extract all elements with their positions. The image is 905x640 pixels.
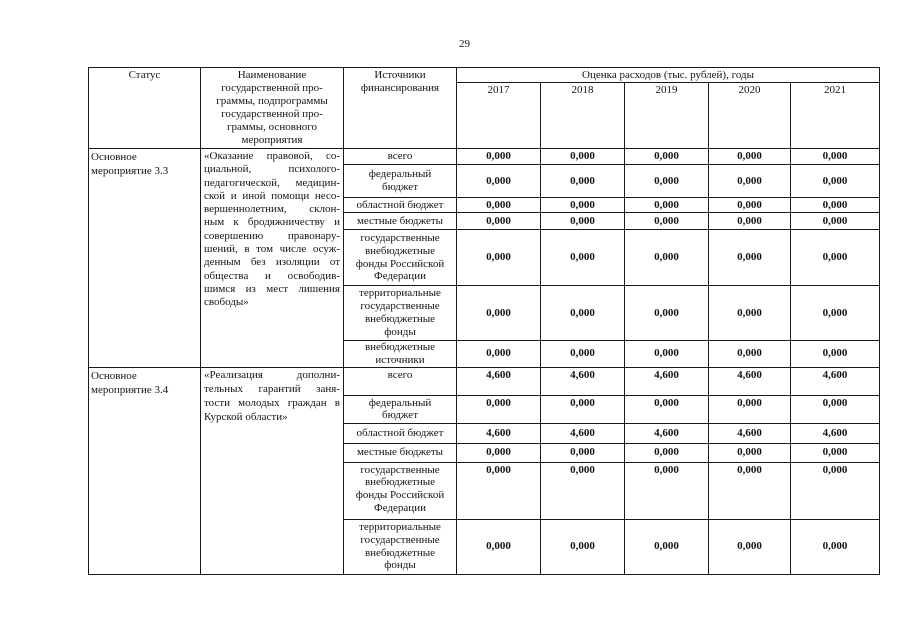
source-line: Федерации (374, 270, 426, 283)
value-cell: 0,000 (457, 149, 541, 165)
value-cell: 4,600 (791, 423, 880, 443)
value-cell: 0,000 (457, 286, 541, 341)
source-line: внебюджетные (364, 244, 436, 257)
value-cell: 4,600 (457, 367, 541, 395)
value-cell: 0,000 (709, 213, 791, 230)
year-header: 2017 (457, 83, 541, 149)
source-line: фонды Российской (355, 257, 445, 270)
name-line: Курской области» (204, 410, 288, 423)
value-cell: 0,000 (457, 230, 541, 286)
value-cell: 0,000 (625, 286, 709, 341)
value-cell: 0,000 (709, 198, 791, 213)
estimate-header: Оценка расходов (тыс. рублей), годы (457, 68, 880, 83)
value-cell: 0,000 (709, 395, 791, 423)
value-cell: 0,000 (791, 286, 880, 341)
name-cell (201, 149, 344, 368)
source-line: всего (387, 368, 413, 381)
value-cell: 0,000 (625, 462, 709, 519)
source-line: территориальные (359, 287, 441, 300)
source-line: фонды (384, 325, 416, 338)
source-line: фонды (384, 559, 416, 572)
name-line: тельных гарантий заня- (204, 382, 340, 395)
source-line: государственные (360, 533, 440, 546)
value-cell: 0,000 (625, 230, 709, 286)
value-cell: 0,000 (541, 213, 625, 230)
source-cell (344, 462, 457, 519)
year-header: 2019 (625, 83, 709, 149)
value-cell: 0,000 (709, 286, 791, 341)
value-cell: 0,000 (709, 149, 791, 165)
value-cell: 0,000 (457, 462, 541, 519)
name-line: денным без изоляции от (204, 256, 340, 269)
value-cell: 0,000 (791, 198, 880, 213)
value-cell: 4,600 (791, 367, 880, 395)
year-header: 2021 (791, 83, 880, 149)
value-cell: 0,000 (791, 149, 880, 165)
value-cell: 4,600 (457, 423, 541, 443)
source-line: государственные (360, 463, 440, 476)
sources-header (344, 68, 457, 149)
value-cell: 0,000 (791, 341, 880, 368)
source-line: всего (387, 150, 413, 163)
value-cell: 0,000 (709, 443, 791, 462)
status-line: Основное (91, 369, 137, 382)
name-header (201, 68, 344, 149)
name-line: свободы» (204, 296, 249, 309)
year-header: 2018 (541, 83, 625, 149)
source-line: федеральный (368, 168, 432, 181)
source-cell (344, 286, 457, 341)
value-cell: 0,000 (541, 149, 625, 165)
value-cell: 0,000 (541, 230, 625, 286)
value-cell: 0,000 (709, 519, 791, 574)
name-line: шений, в том числе осуж- (204, 243, 340, 256)
source-line: внебюджетные (364, 313, 436, 325)
value-cell: 0,000 (625, 213, 709, 230)
value-cell: 0,000 (709, 230, 791, 286)
source-line: территориальные (359, 521, 441, 533)
source-line: государственные (360, 231, 440, 244)
value-cell: 0,000 (625, 341, 709, 368)
source-line: местные бюджеты (356, 446, 444, 459)
value-cell: 0,000 (791, 165, 880, 198)
source-line: областной бюджет (356, 426, 444, 439)
value-cell: 0,000 (791, 213, 880, 230)
page-number: 29 (459, 38, 470, 50)
source-line: внебюджетные (364, 476, 436, 489)
value-cell: 0,000 (791, 462, 880, 519)
source-line: источники (375, 353, 425, 366)
value-cell: 4,600 (541, 423, 625, 443)
name-line: «Оказание правовой, со- (204, 150, 340, 162)
value-cell: 0,000 (457, 341, 541, 368)
source-cell (344, 230, 457, 286)
name-line: общества и освободив- (204, 269, 340, 282)
status-line: Основное (91, 151, 137, 163)
source-cell (344, 395, 457, 423)
table-row (89, 367, 880, 395)
source-cell (344, 149, 457, 165)
name-line: ным к бродяжничеству и (204, 216, 340, 229)
name-line: педагогической, медицин- (204, 176, 340, 189)
value-cell: 0,000 (541, 165, 625, 198)
source-cell (344, 519, 457, 574)
source-cell (344, 423, 457, 443)
name-line: тости молодых граждан в (204, 396, 340, 409)
name-line: ской и иной помощи несо- (204, 189, 340, 202)
header-line: Источники (374, 69, 426, 81)
value-cell: 4,600 (625, 423, 709, 443)
value-cell: 0,000 (709, 462, 791, 519)
source-cell (344, 367, 457, 395)
source-line: местные бюджеты (356, 214, 444, 227)
status-cell (89, 149, 201, 368)
table-row (89, 149, 880, 165)
value-cell: 4,600 (541, 367, 625, 395)
value-cell: 4,600 (709, 423, 791, 443)
source-line: областной бюджет (356, 198, 444, 211)
value-cell: 0,000 (541, 519, 625, 574)
header-line: граммы, основного (226, 121, 318, 133)
value-cell: 0,000 (457, 395, 541, 423)
name-line: совершению правонару- (204, 229, 340, 242)
value-cell: 0,000 (625, 149, 709, 165)
name-line: циальной, психолого- (204, 163, 340, 176)
name-line: шимся из мест лишения (204, 282, 340, 295)
name-line: вершеннолетним, склон- (204, 203, 340, 216)
status-line: мероприятие 3.3 (91, 165, 169, 177)
value-cell: 0,000 (457, 443, 541, 462)
budget-table (88, 67, 880, 575)
header-line: Наименование (237, 69, 307, 81)
source-line: внебюджетные (364, 546, 436, 559)
source-cell (344, 443, 457, 462)
header-line: мероприятия (241, 134, 303, 146)
value-cell: 4,600 (709, 367, 791, 395)
source-line: бюджет (382, 181, 418, 193)
header-row (89, 68, 880, 83)
value-cell: 0,000 (625, 395, 709, 423)
header-line: граммы, подпрограммы (216, 95, 328, 107)
value-cell: 4,600 (625, 367, 709, 395)
source-line: Федерации (374, 501, 426, 514)
value-cell: 0,000 (709, 341, 791, 368)
value-cell: 0,000 (709, 165, 791, 198)
header-line: государственной про- (221, 108, 323, 120)
value-cell: 0,000 (457, 198, 541, 213)
source-line: фонды Российской (355, 489, 445, 502)
value-cell: 0,000 (457, 519, 541, 574)
value-cell: 0,000 (791, 230, 880, 286)
source-line: бюджет (382, 409, 418, 422)
status-header (89, 68, 201, 149)
value-cell: 0,000 (625, 198, 709, 213)
source-line: внебюджетные (364, 341, 436, 353)
header-line: финансирования (360, 82, 440, 94)
source-cell (344, 341, 457, 368)
value-cell: 0,000 (541, 395, 625, 423)
value-cell: 0,000 (541, 286, 625, 341)
value-cell: 0,000 (625, 443, 709, 462)
source-cell (344, 165, 457, 198)
value-cell: 0,000 (791, 395, 880, 423)
value-cell: 0,000 (541, 198, 625, 213)
value-cell: 0,000 (791, 519, 880, 574)
source-line: государственные (360, 300, 440, 313)
value-cell: 0,000 (625, 165, 709, 198)
value-cell: 0,000 (541, 462, 625, 519)
status-line: мероприятие 3.4 (91, 383, 169, 396)
value-cell: 0,000 (541, 443, 625, 462)
source-line: федеральный (368, 396, 432, 409)
value-cell: 0,000 (457, 213, 541, 230)
status-cell (89, 367, 201, 574)
header-line: государственной про- (221, 82, 323, 94)
value-cell: 0,000 (625, 519, 709, 574)
year-header: 2020 (709, 83, 791, 149)
source-cell (344, 213, 457, 230)
source-cell (344, 198, 457, 213)
value-cell: 0,000 (791, 443, 880, 462)
value-cell: 0,000 (457, 165, 541, 198)
name-cell (201, 367, 344, 574)
value-cell: 0,000 (541, 341, 625, 368)
header-line: Статус (128, 69, 161, 81)
name-line: «Реализация дополни- (204, 368, 340, 381)
